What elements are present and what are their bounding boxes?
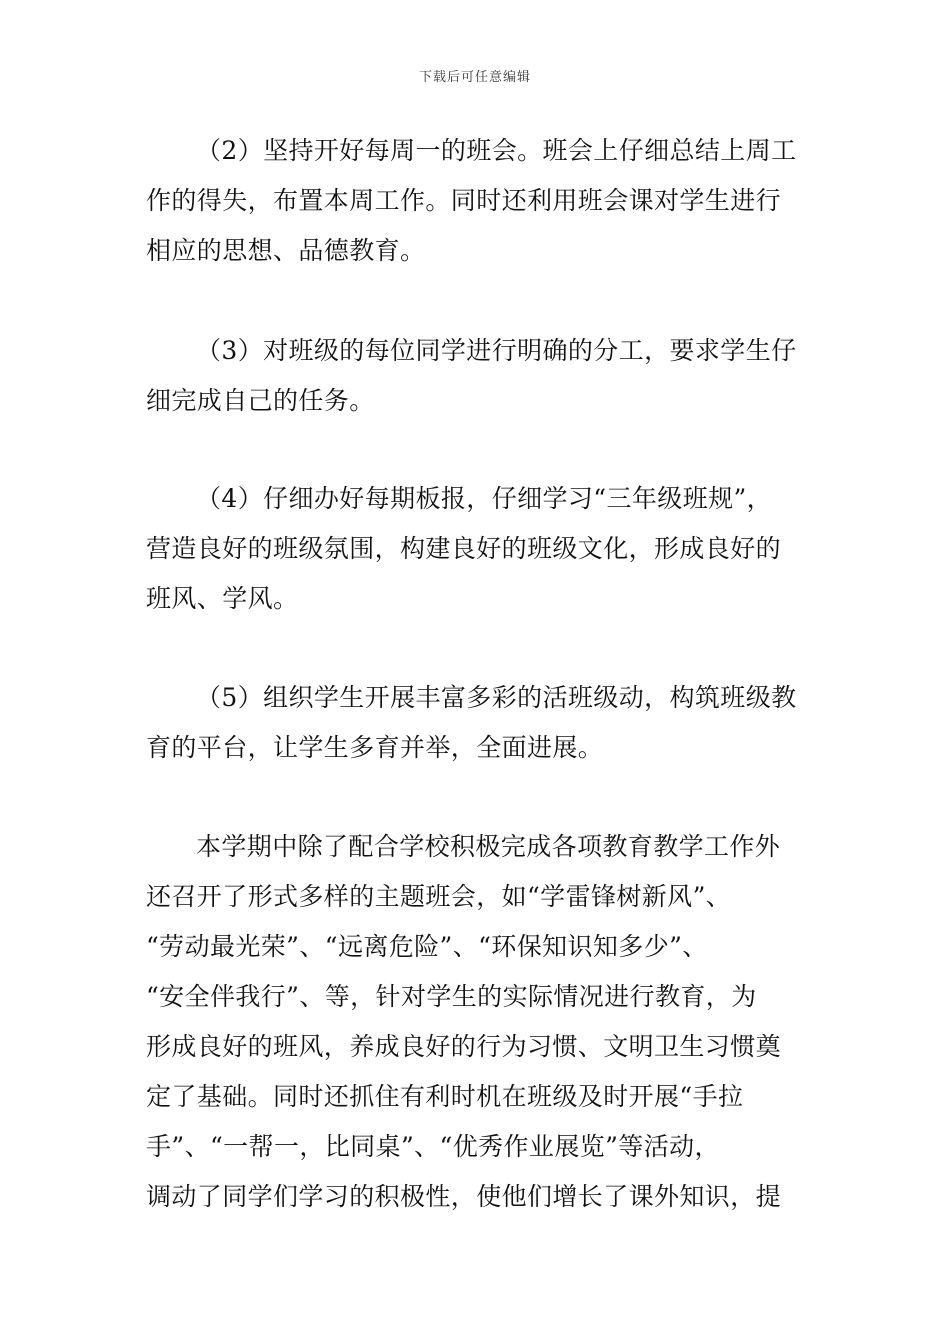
paragraph-line: （4）仔细办好每期板报，仔细学习“三年级班规”， bbox=[196, 484, 773, 513]
paragraph-item-3 bbox=[146, 326, 806, 426]
paragraph-line: 定了基础。同时还抓住有利时机在班级及时开展“手拉 bbox=[146, 1082, 744, 1111]
paragraph-line: 细完成自己的任务。 bbox=[146, 386, 375, 415]
header-note: 下载后可任意编辑 bbox=[418, 70, 531, 85]
paragraph-item-4 bbox=[146, 474, 806, 624]
paragraph-line: 营造良好的班级氛围，构建良好的班级文化，形成良好的 bbox=[146, 534, 782, 563]
paragraph-item-5 bbox=[146, 673, 806, 773]
paragraph-line: 还召开了形式多样的主题班会，如“学雷锋树新风”、 bbox=[146, 882, 732, 911]
paragraph-line: （2）坚持开好每周一的班会。班会上仔细总结上周工 bbox=[196, 136, 797, 165]
paragraph-line: “劳动最光荣”、“远离危险”、“环保知识知多少”、 bbox=[146, 932, 708, 961]
paragraph-line: （5）组织学生开展丰富多彩的活班级动，构筑班级教 bbox=[196, 683, 797, 712]
paragraph-line: 班风、学风。 bbox=[146, 584, 299, 613]
paragraph-line: 手”、“一帮一，比同桌”、“优秀作业展览”等活动， bbox=[146, 1132, 720, 1161]
paragraph-line: （3）对班级的每位同学进行明确的分工，要求学生仔 bbox=[196, 336, 797, 365]
paragraph-item-2 bbox=[146, 126, 806, 276]
paragraph-line: 调动了同学们学习的积极性，使他们增长了课外知识，提 bbox=[146, 1182, 782, 1211]
paragraph-line: 作的得失，布置本周工作。同时还利用班会课对学生进行 bbox=[146, 186, 782, 215]
paragraph-line: “安全伴我行”、等，针对学生的实际情况进行教育，为 bbox=[146, 982, 757, 1011]
paragraph-line: 本学期中除了配合学校积极完成各项教育教学工作外 bbox=[196, 832, 781, 861]
paragraph-line: 形成良好的班风，养成良好的行为习惯、文明卫生习惯奠 bbox=[146, 1032, 782, 1061]
paragraph-line: 相应的思想、品德教育。 bbox=[146, 236, 426, 265]
paragraph-line: 育的平台，让学生多育并举，全面进展。 bbox=[146, 733, 604, 762]
summary-paragraph bbox=[146, 822, 806, 1222]
